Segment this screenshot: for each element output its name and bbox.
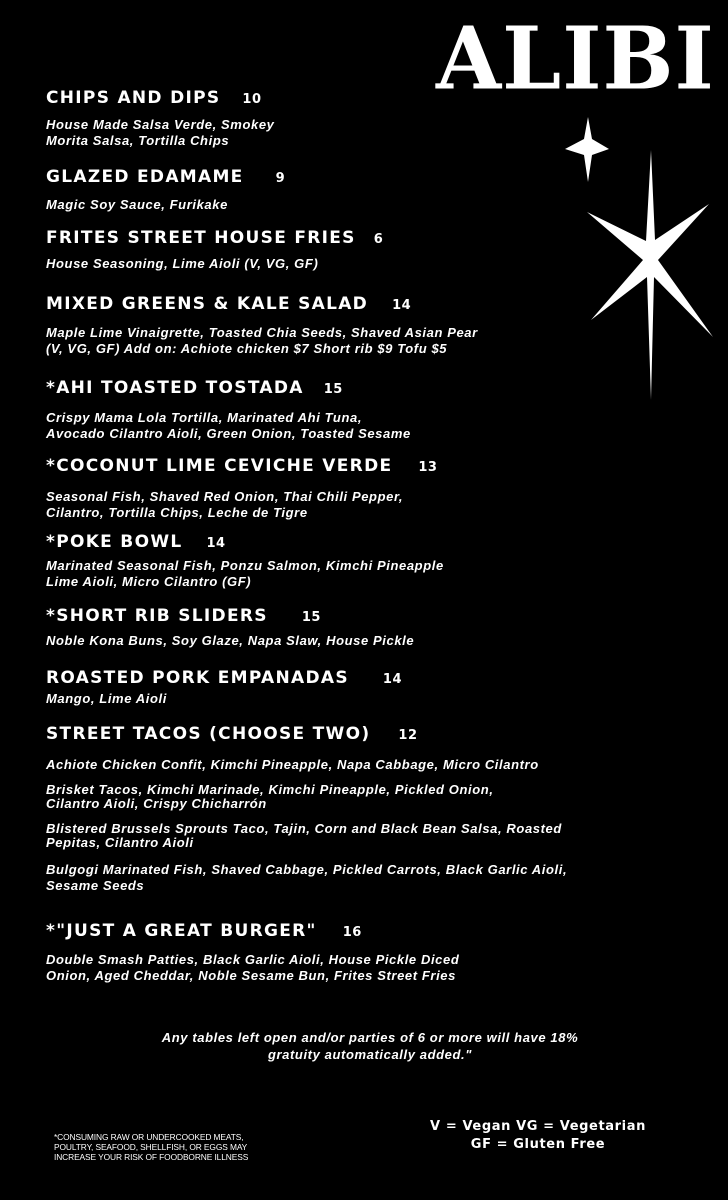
item-name: *AHI TOASTED TOSTADA	[46, 378, 304, 398]
item-description: Double Smash Patties, Black Garlic Aioli, House Pickle Diced Onion, Aged Cheddar, Noble Sesame Bun, Frites Street Fries	[46, 952, 460, 983]
item-price: 13	[418, 460, 438, 475]
menu-item-coconut-lime-ceviche-verde	[46, 455, 686, 521]
item-description: Mango, Lime Aioli	[46, 691, 167, 706]
dietary-legend: V = Vegan VG = Vegetarian GF = Gluten Free	[430, 1119, 646, 1152]
item-price: 15	[323, 382, 343, 397]
taco-option: Bulgogi Marinated Fish, Shaved Cabbage, Pickled Carrots, Black Garlic Aioli, Sesame Seeds	[46, 862, 568, 893]
taco-option: Achiote Chicken Confit, Kimchi Pineapple, Napa Cabbage, Micro Cilantro	[46, 757, 539, 772]
item-price: 14	[392, 298, 412, 313]
item-price: 12	[398, 728, 418, 743]
item-price: 14	[382, 672, 402, 687]
item-price: 14	[206, 536, 226, 551]
item-name: ROASTED PORK EMPANADAS	[46, 668, 349, 688]
item-description: Marinated Seasonal Fish, Ponzu Salmon, Kimchi Pineapple Lime Aioli, Micro Cilantro (GF)	[46, 558, 444, 589]
menu-item-frites-street-house-fries	[46, 227, 686, 272]
menu-item-poke-bowl	[46, 531, 686, 590]
item-description: Crispy Mama Lola Tortilla, Marinated Ahi Tuna, Avocado Cilantro Aioli, Green Onion, Toasted Sesame	[46, 410, 411, 441]
item-description: House Seasoning, Lime Aioli (V, VG, GF)	[46, 256, 319, 271]
item-description: Noble Kona Buns, Soy Glaze, Napa Slaw, House Pickle	[46, 633, 415, 648]
item-description: Magic Soy Sauce, Furikake	[46, 197, 228, 212]
menu-item-chips-and-dips	[46, 87, 686, 149]
menu-item-just-a-great-burger	[46, 920, 686, 984]
item-name: MIXED GREENS & KALE SALAD	[46, 294, 369, 314]
item-name: STREET TACOS (CHOOSE TWO)	[46, 724, 371, 744]
item-name: CHIPS AND DIPS	[46, 88, 221, 108]
menu-item-ahi-toasted-tostada	[46, 377, 686, 442]
menu-item-mixed-greens-kale-salad	[46, 293, 686, 357]
gratuity-notice: Any tables left open and/or parties of 6 or more will have 18% gratuity automatically added."	[161, 1030, 579, 1062]
menu-item-roasted-pork-empanadas	[46, 667, 686, 707]
item-description: Seasonal Fish, Shaved Red Onion, Thai Chili Pepper, Cilantro, Tortilla Chips, Leche de Tigre	[46, 489, 404, 520]
item-name: *SHORT RIB SLIDERS	[46, 606, 268, 626]
menu-item-glazed-edamame	[46, 166, 686, 213]
item-name: *COCONUT LIME CEVICHE VERDE	[46, 456, 393, 476]
item-name: GLAZED EDAMAME	[46, 167, 244, 187]
item-name: FRITES STREET HOUSE FRIES	[46, 228, 356, 248]
item-price: 9	[275, 171, 286, 186]
item-name: *POKE BOWL	[46, 532, 183, 552]
item-description: House Made Salsa Verde, Smokey Morita Salsa, Tortilla Chips	[46, 117, 275, 148]
item-price: 6	[373, 232, 384, 247]
item-price: 16	[342, 925, 362, 940]
item-description: Maple Lime Vinaigrette, Toasted Chia Seeds, Shaved Asian Pear (V, VG, GF) Add on: Achiote chicken $7 Short rib $9 Tofu $5	[46, 325, 478, 356]
brand-logo: ALIBI	[436, 8, 715, 109]
consumer-advisory: *CONSUMING RAW OR UNDERCOOKED MEATS, POULTRY, SEAFOOD, SHELLFISH, OR EGGS MAY INCREASE YOUR RISK OF FOODBORNE ILLNESS	[54, 1132, 249, 1162]
menu-item-short-rib-sliders	[46, 605, 686, 649]
menu-item-street-tacos	[46, 723, 686, 894]
item-price: 15	[301, 610, 321, 625]
taco-option: Blistered Brussels Sprouts Taco, Tajin, Corn and Black Bean Salsa, Roasted Pepitas, Cilantro Aioli	[46, 821, 562, 850]
item-name: *"JUST A GREAT BURGER"	[46, 921, 317, 941]
item-price: 10	[242, 92, 262, 107]
taco-option: Brisket Tacos, Kimchi Marinade, Kimchi Pineapple, Pickled Onion, Cilantro Aioli, Crispy Chicharrón	[46, 782, 494, 811]
